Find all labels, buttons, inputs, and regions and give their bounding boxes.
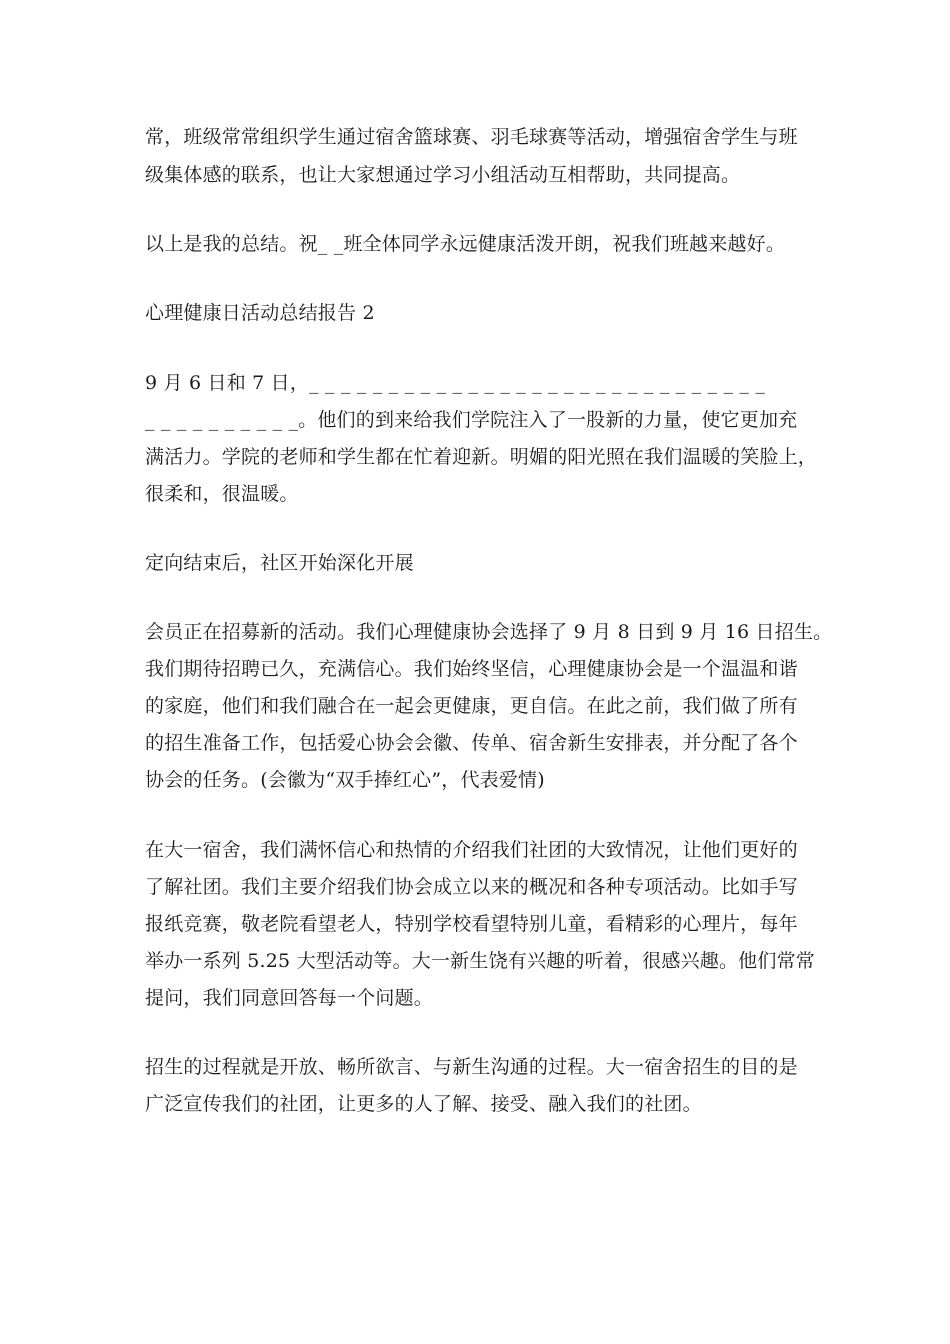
text-line: 报纸竞赛，敬老院看望老人，特别学校看望特别儿童，看精彩的心理片，每年 [145, 913, 798, 935]
text-line: 的家庭，他们和我们融合在一起会更健康，更自信。在此之前，我们做了所有 [145, 695, 798, 717]
text-line: 举办一系列 5.25 大型活动等。大一新生饶有兴趣的听着，很感兴趣。他们常常 [145, 950, 815, 972]
text-line: 满活力。学院的老师和学生都在忙着迎新。明媚的阳光照在我们温暖的笑脸上， [145, 446, 818, 468]
text-line: 定向结束后，社区开始深化开展 [145, 552, 414, 574]
text-line: 级集体感的联系，也让大家想通过学习小组活动互相帮助，共同提高。 [145, 164, 741, 186]
text-line: 提问，我们同意回答每一个问题。 [145, 987, 434, 1009]
text-line: 协会的任务。(会徽为“双手捧红心”，代表爱情) [145, 769, 545, 791]
text-line: _ _ _ _ _ _ _ _ _ _。他们的到来给我们学院注入了一股新的力量，使它更加充 [145, 409, 798, 431]
text-line: 以上是我的总结。祝_ _班全体同学永远健康活泼开朗，祝我们班越来越好。 [145, 233, 786, 255]
text-line: 了解社团。我们主要介绍我们协会成立以来的概况和各种专项活动。比如手写 [145, 876, 798, 898]
text-line: 的招生准备工作，包括爱心协会会徽、传单、宿舍新生安排表，并分配了各个 [145, 732, 798, 754]
text-line: 招生的过程就是开放、畅所欲言、与新生沟通的过程。大一宿舍招生的目的是 [145, 1056, 798, 1078]
text-line: 广泛宣传我们的社团，让更多的人了解、接受、融入我们的社团。 [145, 1093, 702, 1115]
text-line: 会员正在招募新的活动。我们心理健康协会选择了 9 月 8 日到 9 月 16 日招生。 [145, 621, 833, 643]
section-heading: 心理健康日活动总结报告 2 [145, 302, 375, 324]
text-line: 在大一宿舍，我们满怀信心和热情的介绍我们社团的大致情况，让他们更好的 [145, 839, 798, 861]
text-line: 9 月 6 日和 7 日，_ _ _ _ _ _ _ _ _ _ _ _ _ _ _ _ _ _ _ _ _ _ _ _ _ _ _ _ _ [145, 372, 766, 394]
text-line: 很柔和，很温暖。 [145, 483, 299, 505]
text-line: 常，班级常常组织学生通过宿舍篮球赛、羽毛球赛等活动，增强宿舍学生与班 [145, 126, 798, 148]
text-line: 我们期待招聘已久，充满信心。我们始终坚信，心理健康协会是一个温温和谐 [145, 658, 798, 680]
